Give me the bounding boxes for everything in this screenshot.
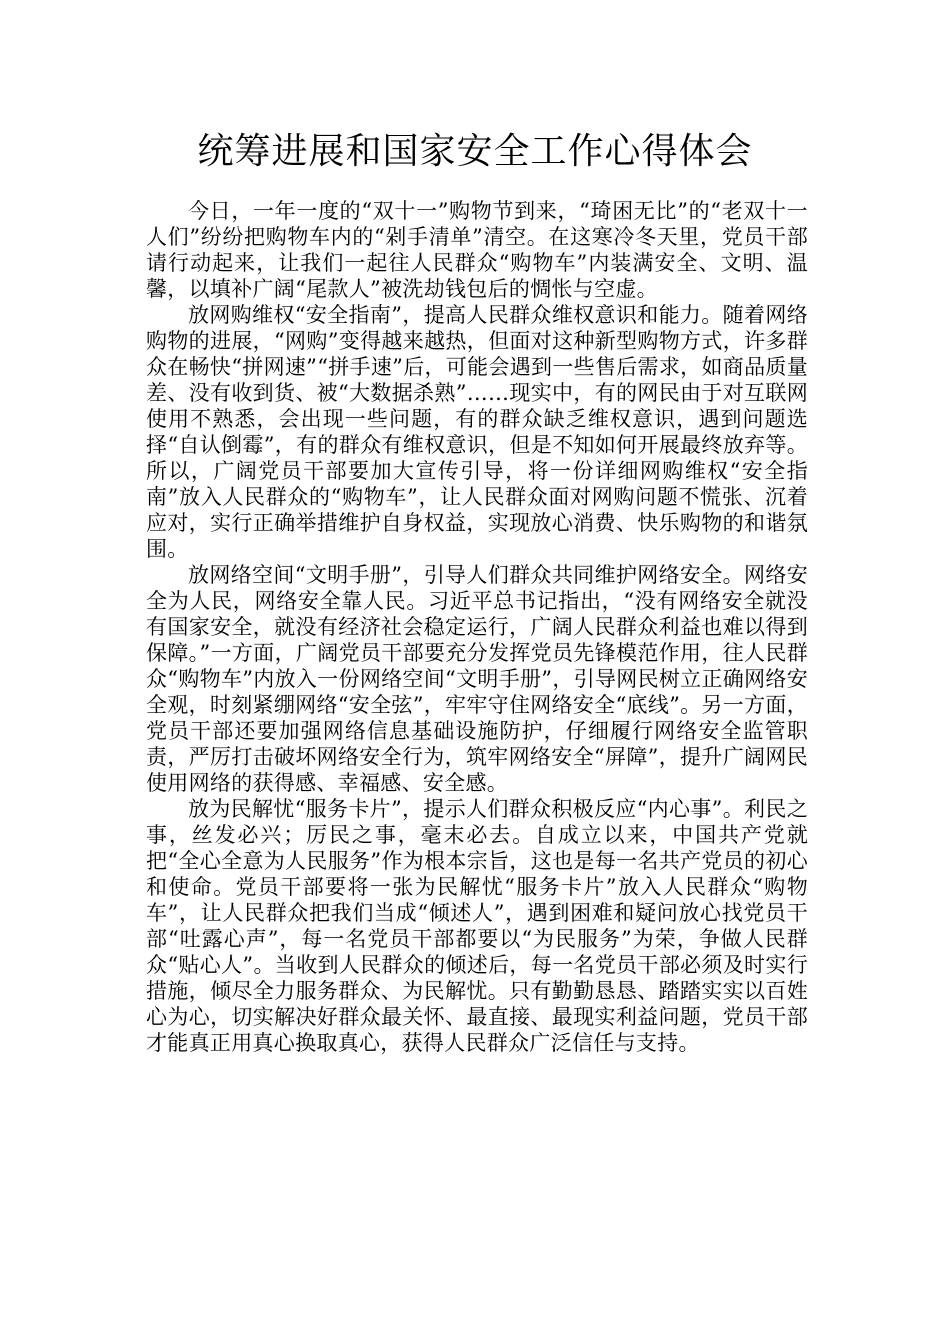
paragraph-2: 放网购维权“安全指南”，提高人民群众维权意识和能力。随着网络购物的进展，“网购”变得越来越热，但面对这种新型购物方式，许多群众在畅快“拼网速”“拼手速”后，可能会遇到一些售后需求，如商品质量差、没有收到货、被“大数据杀熟”……现实中，有的网民由于对互联网使用不熟悉，会出现一些问题，有的群众缺乏维权意识，遇到问题选择“自认倒霉”，有的群众有维权意识，但是不知如何开展最终放弃等。所以，广阔党员干部要加大宣传引导，将一份详细网购维权“安全指南”放入人民群众的“购物车”，让人民群众面对网购问题不慌张、沉着应对，实行正确举措维护自身权益，实现放心消费、快乐购物的和谐氛围。 xyxy=(146,303,808,561)
document-body xyxy=(146,198,808,1056)
paragraph-4: 放为民解忧“服务卡片”，提示人们群众积极反应“内心事”。利民之事，丝发必兴；厉民之事，毫末必去。自成立以来，中国共产党就把“全心全意为人民服务”作为根本宗旨，这也是每一名共产党员的初心和使命。党员干部要将一张为民解忧“服务卡片”放入人民群众“购物车”，让人民群众把我们当成“倾述人”，遇到困难和疑问放心找党员干部“吐露心声”，每一名党员干部都要以“为民服务”为荣，争做人民群众“贴心人”。当收到人民群众的倾述后，每一名党员干部必须及时实行措施，倾尽全力服务群众、为民解忧。只有勤勤恳恳、踏踏实实以百姓心为心，切实解决好群众最关怀、最直接、最现实利益问题，党员干部才能真正用真心换取真心，获得人民群众广泛信任与支持。 xyxy=(146,797,808,1055)
document-title: 统筹进展和国家安全工作心得体会 xyxy=(197,131,753,172)
paragraph-3: 放网络空间“文明手册”，引导人们群众共同维护网络安全。网络安全为人民，网络安全靠人民。习近平总书记指出，“没有网络安全就没有国家安全，就没有经济社会稳定运行，广阔人民群众利益也难以得到保障。”一方面，广阔党员干部要充分发挥党员先锋模范作用，往人民群众“购物车”内放入一份网络空间“文明手册”，引导网民树立正确网络安全观，时刻紧绷网络“安全弦”，牢牢守住网络安全“底线”。另一方面，党员干部还要加强网络信息基础设施防护，仔细履行网络安全监管职责，严厉打击破坏网络安全行为，筑牢网络安全“屏障”，提升广阔网民使用网络的获得感、幸福感、安全感。 xyxy=(146,563,808,795)
paragraph-1: 今日，一年一度的“双十一”购物节到来，“琦困无比”的“老双十一人们”纷纷把购物车内的“剁手清单”清空。在这寒冷冬天里，党员干部请行动起来，让我们一起往人民群众“购物车”内装满安全、文明、温馨，以填补广阔“尾款人”被洗劫钱包后的惆怅与空虚。 xyxy=(146,199,808,301)
